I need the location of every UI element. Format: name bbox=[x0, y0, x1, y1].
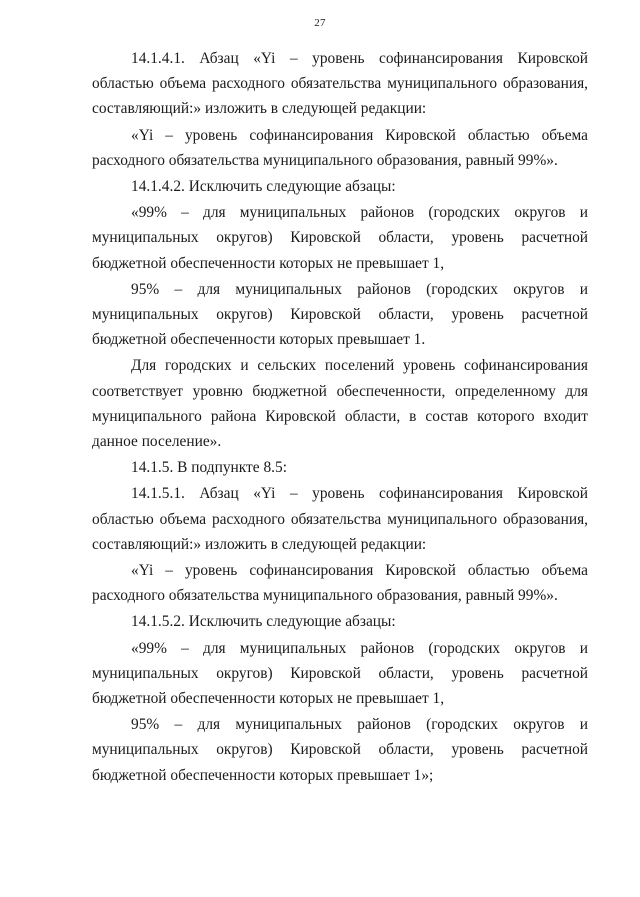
paragraph-14-1-5-1: 14.1.5.1. Абзац «Yi – уровень софинансирования Кировской областью объема расходного обязательства муниципального образования, составляющий:» изложить в следующей редакции: bbox=[92, 485, 588, 553]
paragraph-excluded-99-1: «99% – для муниципальных районов (городских округов и муниципальных округов) Кировской области, уровень расчетной бюджетной обеспеченности которых не превышает 1, bbox=[92, 204, 588, 272]
document-body bbox=[92, 46, 588, 789]
paragraph-excluded-95-2: 95% – для муниципальных районов (городских округов и муниципальных округов) Кировской области, уровень расчетной бюджетной обеспеченности которых превышает 1»; bbox=[92, 716, 588, 784]
paragraph-excluded-99-2: «99% – для муниципальных районов (городских округов и муниципальных округов) Кировской области, уровень расчетной бюджетной обеспеченности которых не превышает 1, bbox=[92, 639, 588, 708]
paragraph-excluded-95-1: 95% – для муниципальных районов (городских округов и муниципальных округов) Кировской области, уровень расчетной бюджетной обеспеченности которых превышает 1. bbox=[92, 280, 588, 349]
paragraph-14-1-4-1: 14.1.4.1. Абзац «Yi – уровень софинансирования Кировской областью объема расходного обязательства муниципального образования, составляющий:» изложить в следующей редакции: bbox=[92, 50, 588, 118]
paragraph-14-1-4-2: 14.1.4.2. Исключить следующие абзацы: bbox=[131, 178, 396, 196]
paragraph-14-1-5: 14.1.5. В подпункте 8.5: bbox=[131, 459, 287, 477]
paragraph-new-wording-1: «Yi – уровень софинансирования Кировской областью объема расходного обязательства муниципального образования, равный 99%». bbox=[92, 126, 588, 169]
paragraph-new-wording-2: «Yi – уровень софинансирования Кировской областью объема расходного обязательства муниципального образования, равный 99%». bbox=[92, 562, 588, 605]
paragraph-14-1-5-2: 14.1.5.2. Исключить следующие абзацы: bbox=[131, 613, 396, 631]
page-number: 27 bbox=[314, 17, 326, 29]
paragraph-settlements: Для городских и сельских поселений уровень софинансирования соответствует уровню бюджетной обеспеченности, определенному для муниципального района Кировской области, в состав которого входит данное поселение». bbox=[92, 357, 588, 451]
